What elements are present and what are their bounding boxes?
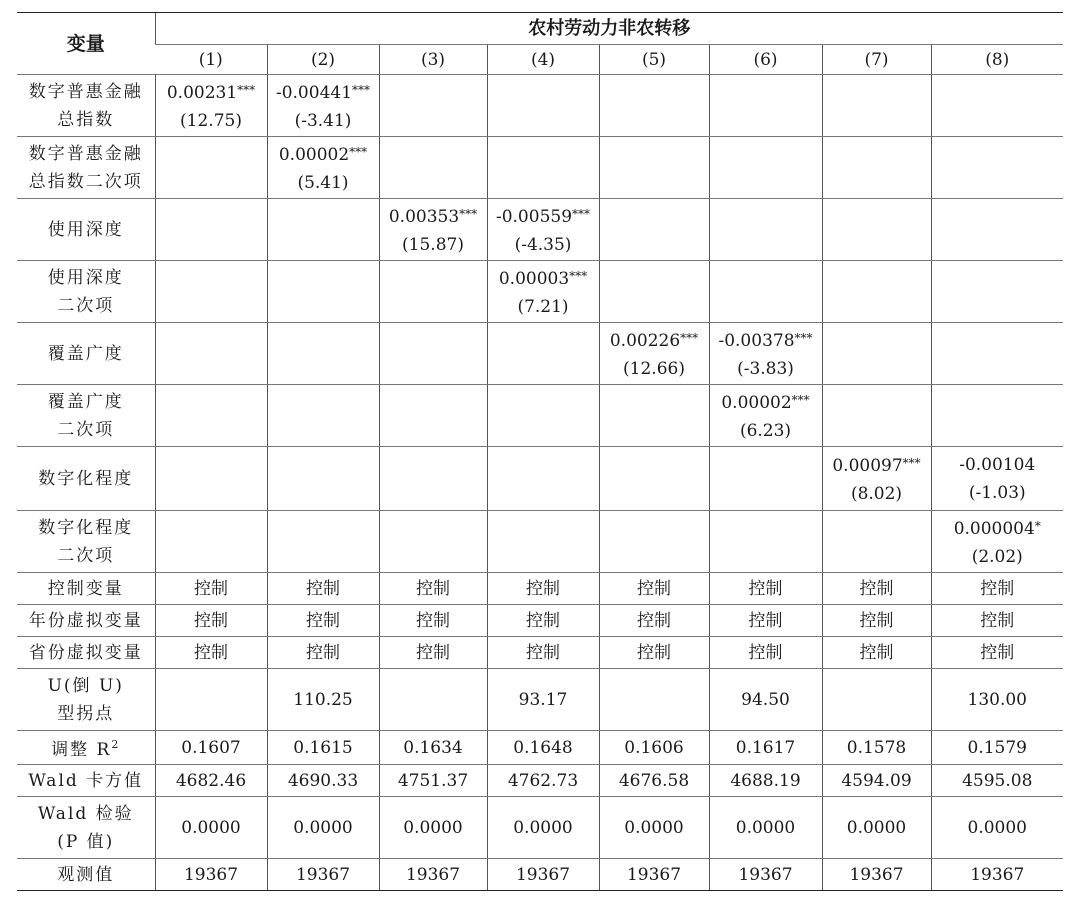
coefficient-cell (931, 447, 1063, 511)
significance-stars: *** (352, 83, 371, 97)
observations-cell: 19367 (822, 859, 931, 891)
t-statistic: (6.23) (739, 421, 792, 441)
row-label-line: 二次项 (57, 419, 115, 440)
column-header: (4) (487, 45, 599, 75)
column-header: (6) (709, 45, 822, 75)
table-body (17, 75, 1063, 891)
significance-stars: *** (572, 207, 591, 221)
turning-point-cell (822, 669, 931, 731)
row-label-line: 二次项 (57, 545, 115, 566)
row-label-line: 调整 $R^2$ (51, 738, 121, 760)
significance-stars: *** (680, 331, 699, 345)
row-label-line: 使用深度 (47, 267, 124, 288)
coefficient-cell (822, 199, 931, 261)
row-label-line: 数字普惠金融 (28, 81, 143, 102)
coefficient-cell (709, 261, 822, 323)
observations-cell: 19367 (599, 859, 709, 891)
coefficient-cell (709, 137, 822, 199)
column-header: (3) (379, 45, 487, 75)
coefficient-cell (155, 511, 267, 573)
coefficient-cell (822, 75, 931, 137)
coefficient-cell (155, 261, 267, 323)
wald-test-cell: 0.0000 (709, 797, 822, 859)
t-statistic: (-3.41) (294, 111, 352, 131)
wald-test-cell: 0.0000 (931, 797, 1063, 859)
significance-stars: *** (902, 456, 921, 470)
wald-test-cell: 0.0000 (155, 797, 267, 859)
coefficient-cell (379, 261, 487, 323)
row-label-line: 数字化程度 (38, 517, 134, 538)
superscript: 2 (111, 738, 121, 751)
coefficient-row (17, 261, 1063, 323)
row-label-line: 覆盖广度 (47, 343, 124, 364)
statistic-cell: 4594.09 (822, 765, 931, 797)
coefficient-cell (709, 511, 822, 573)
coefficient-cell (931, 199, 1063, 261)
control-cell: 控制 (822, 637, 931, 669)
t-statistic: (-1.03) (968, 482, 1026, 503)
row-label-line: U(倒 U) (47, 675, 124, 696)
header-row-2 (17, 45, 1063, 75)
coefficient-cell (267, 323, 379, 385)
coefficient-value: -0.00378*** (718, 331, 813, 351)
coefficient-cell (931, 75, 1063, 137)
coefficient-cell (931, 137, 1063, 199)
coefficient-cell (487, 511, 599, 573)
coefficient-cell (822, 323, 931, 385)
statistic-cell: 4690.33 (267, 765, 379, 797)
row-label-line: Wald 检验 (37, 803, 134, 824)
row-label-line: (P 值) (57, 831, 115, 852)
row-label-line: 覆盖广度 (47, 391, 124, 412)
coefficient-cell (487, 261, 599, 323)
coefficient-cell (155, 75, 267, 137)
row-label (17, 859, 155, 891)
coefficient-row (17, 511, 1063, 573)
statistic-cell: 4676.58 (599, 765, 709, 797)
control-cell: 控制 (155, 573, 267, 605)
coefficient-cell (599, 261, 709, 323)
coefficient-cell (931, 323, 1063, 385)
statistic-cell: 0.1579 (931, 731, 1063, 765)
coefficient-cell (487, 75, 599, 137)
coefficient-cell (379, 511, 487, 573)
header-row-1 (17, 13, 1063, 45)
coefficient-cell (267, 385, 379, 447)
coefficient-value: 0.00097*** (832, 456, 921, 476)
wald-test-cell: 0.0000 (267, 797, 379, 859)
coefficient-cell (155, 199, 267, 261)
control-row (17, 605, 1063, 637)
coefficient-cell (267, 447, 379, 511)
regression-table (17, 12, 1063, 891)
coefficient-value: 0.00003*** (498, 269, 588, 289)
coefficient-cell (599, 447, 709, 511)
t-statistic: (5.41) (297, 173, 349, 193)
column-header: (2) (267, 45, 379, 75)
row-label (17, 573, 155, 605)
row-label (17, 261, 155, 323)
coefficient-cell (379, 447, 487, 511)
wald-test-cell: 0.0000 (379, 797, 487, 859)
statistic-row (17, 765, 1063, 797)
control-cell: 控制 (379, 605, 487, 637)
coefficient-cell (379, 385, 487, 447)
coefficient-cell (599, 137, 709, 199)
coefficient-cell (931, 385, 1063, 447)
turning-point-cell (155, 669, 267, 731)
control-cell: 控制 (599, 605, 709, 637)
t-statistic: (7.21) (517, 297, 569, 317)
control-cell: 控制 (487, 573, 599, 605)
row-label-line: 省份虚拟变量 (28, 642, 143, 663)
coefficient-cell (599, 385, 709, 447)
statistic-cell: 0.1617 (709, 731, 822, 765)
turning-point-cell: 110.25 (267, 669, 379, 731)
control-cell: 控制 (709, 637, 822, 669)
coefficient-cell (155, 323, 267, 385)
t-statistic: (-3.83) (737, 359, 794, 379)
statistic-cell: 4688.19 (709, 765, 822, 797)
coefficient-cell (487, 385, 599, 447)
significance-stars: *** (569, 269, 588, 283)
turning-point-cell: 93.17 (487, 669, 599, 731)
t-statistic: (2.02) (971, 547, 1023, 567)
control-cell: 控制 (822, 605, 931, 637)
control-cell: 控制 (155, 605, 267, 637)
coefficient-value: -0.00559*** (495, 207, 591, 227)
coefficient-cell (487, 137, 599, 199)
observations-cell: 19367 (931, 859, 1063, 891)
coefficient-value: 0.00002*** (721, 393, 810, 413)
wald-test-cell: 0.0000 (599, 797, 709, 859)
coefficient-cell (599, 323, 709, 385)
coefficient-row (17, 75, 1063, 137)
coefficient-row (17, 323, 1063, 385)
control-cell: 控制 (379, 637, 487, 669)
control-cell: 控制 (599, 637, 709, 669)
turning-point-row (17, 669, 1063, 731)
row-label-line: 总指数 (57, 109, 115, 130)
row-label (17, 75, 155, 137)
coefficient-cell (267, 511, 379, 573)
coefficient-cell (155, 447, 267, 511)
significance-stars: *** (459, 207, 478, 221)
statistic-row (17, 731, 1063, 765)
statistic-cell: 0.1634 (379, 731, 487, 765)
regression-table-container (17, 12, 1063, 891)
coefficient-cell (267, 261, 379, 323)
row-label-line: 型拐点 (57, 703, 115, 724)
observations-cell: 19367 (379, 859, 487, 891)
control-cell: 控制 (267, 637, 379, 669)
coefficient-cell (487, 447, 599, 511)
control-cell: 控制 (931, 573, 1063, 605)
coefficient-cell (931, 511, 1063, 573)
observations-cell: 19367 (487, 859, 599, 891)
coefficient-cell (599, 511, 709, 573)
coefficient-value: 0.00353*** (388, 207, 478, 227)
control-row (17, 573, 1063, 605)
control-cell: 控制 (155, 637, 267, 669)
t-statistic: (8.02) (850, 484, 903, 504)
control-cell: 控制 (709, 605, 822, 637)
row-label (17, 605, 155, 637)
t-statistic: (-4.35) (514, 235, 572, 255)
observations-row (17, 859, 1063, 891)
group-header: 农村劳动力非农转移 (155, 13, 1063, 45)
column-header: (7) (822, 45, 931, 75)
significance-stars: *** (791, 393, 810, 407)
row-label-line: 数字普惠金融 (28, 143, 143, 164)
coefficient-cell (822, 447, 931, 511)
control-cell: 控制 (931, 605, 1063, 637)
turning-point-cell: 94.50 (709, 669, 822, 731)
wald-test-cell: 0.0000 (487, 797, 599, 859)
coefficient-cell (599, 199, 709, 261)
coefficient-cell (599, 75, 709, 137)
statistic-cell: 0.1648 (487, 731, 599, 765)
row-label (17, 731, 155, 765)
coefficient-row (17, 199, 1063, 261)
t-statistic: (12.66) (623, 359, 685, 379)
coefficient-cell (931, 261, 1063, 323)
row-label (17, 323, 155, 385)
coefficient-cell (487, 323, 599, 385)
control-cell: 控制 (487, 605, 599, 637)
statistic-cell: 0.1606 (599, 731, 709, 765)
control-cell: 控制 (487, 637, 599, 669)
statistic-cell: 4751.37 (379, 765, 487, 797)
statistic-cell: 0.1607 (155, 731, 267, 765)
row-label (17, 797, 155, 859)
control-cell: 控制 (931, 637, 1063, 669)
coefficient-value: -0.00104 (959, 454, 1036, 475)
significance-stars: *** (794, 331, 813, 345)
column-header: (8) (931, 45, 1063, 75)
row-label-line: 数字化程度 (38, 468, 134, 489)
coefficient-cell (267, 199, 379, 261)
turning-point-cell: 130.00 (931, 669, 1063, 731)
column-header: (1) (155, 45, 267, 75)
statistic-cell: 4682.46 (155, 765, 267, 797)
significance-stars: * (1034, 519, 1041, 533)
control-cell: 控制 (599, 573, 709, 605)
row-label (17, 669, 155, 731)
coefficient-cell (379, 323, 487, 385)
variable-header: 变量 (17, 13, 155, 75)
row-label-line: 二次项 (57, 295, 115, 316)
coefficient-cell (379, 199, 487, 261)
coefficient-value: -0.00441*** (275, 83, 371, 103)
coefficient-cell (709, 447, 822, 511)
row-label-line: Wald 卡方值 (28, 770, 144, 791)
significance-stars: *** (349, 145, 368, 159)
row-label (17, 765, 155, 797)
statistic-cell: 4595.08 (931, 765, 1063, 797)
observations-cell: 19367 (155, 859, 267, 891)
row-label-line: 年份虚拟变量 (28, 610, 143, 631)
row-label (17, 137, 155, 199)
row-label-line: 使用深度 (47, 219, 124, 240)
coefficient-row (17, 385, 1063, 447)
control-cell: 控制 (709, 573, 822, 605)
control-cell: 控制 (267, 605, 379, 637)
coefficient-value: 0.00002*** (278, 145, 368, 165)
control-cell: 控制 (822, 573, 931, 605)
statistic-cell: 0.1615 (267, 731, 379, 765)
coefficient-cell (487, 199, 599, 261)
t-statistic: (12.75) (180, 111, 242, 131)
statistic-cell: 0.1578 (822, 731, 931, 765)
row-label (17, 511, 155, 573)
observations-cell: 19367 (267, 859, 379, 891)
wald-test-cell: 0.0000 (822, 797, 931, 859)
turning-point-cell (599, 669, 709, 731)
row-label (17, 385, 155, 447)
statistic-cell: 4762.73 (487, 765, 599, 797)
row-label (17, 447, 155, 511)
t-statistic: (15.87) (402, 235, 464, 255)
coefficient-row (17, 137, 1063, 199)
coefficient-cell (822, 511, 931, 573)
coefficient-value: 0.00226*** (609, 331, 699, 351)
wald-test-row (17, 797, 1063, 859)
coefficient-cell (379, 75, 487, 137)
row-label (17, 637, 155, 669)
coefficient-cell (267, 137, 379, 199)
turning-point-cell (379, 669, 487, 731)
significance-stars: *** (237, 83, 256, 97)
coefficient-row (17, 447, 1063, 511)
row-label-line: 控制变量 (47, 578, 124, 599)
coefficient-cell (709, 385, 822, 447)
control-cell: 控制 (267, 573, 379, 605)
coefficient-cell (155, 385, 267, 447)
coefficient-cell (822, 261, 931, 323)
coefficient-cell (822, 385, 931, 447)
coefficient-cell (709, 75, 822, 137)
coefficient-cell (267, 75, 379, 137)
row-label-line: 总指数二次项 (28, 171, 143, 192)
coefficient-value: 0.00231*** (166, 83, 256, 103)
coefficient-value: 0.000004* (953, 519, 1041, 539)
observations-cell: 19367 (709, 859, 822, 891)
coefficient-cell (709, 323, 822, 385)
coefficient-cell (709, 199, 822, 261)
column-header: (5) (599, 45, 709, 75)
coefficient-cell (155, 137, 267, 199)
control-cell: 控制 (379, 573, 487, 605)
row-label-line: 观测值 (57, 864, 115, 885)
coefficient-cell (822, 137, 931, 199)
control-row (17, 637, 1063, 669)
row-label (17, 199, 155, 261)
coefficient-cell (379, 137, 487, 199)
